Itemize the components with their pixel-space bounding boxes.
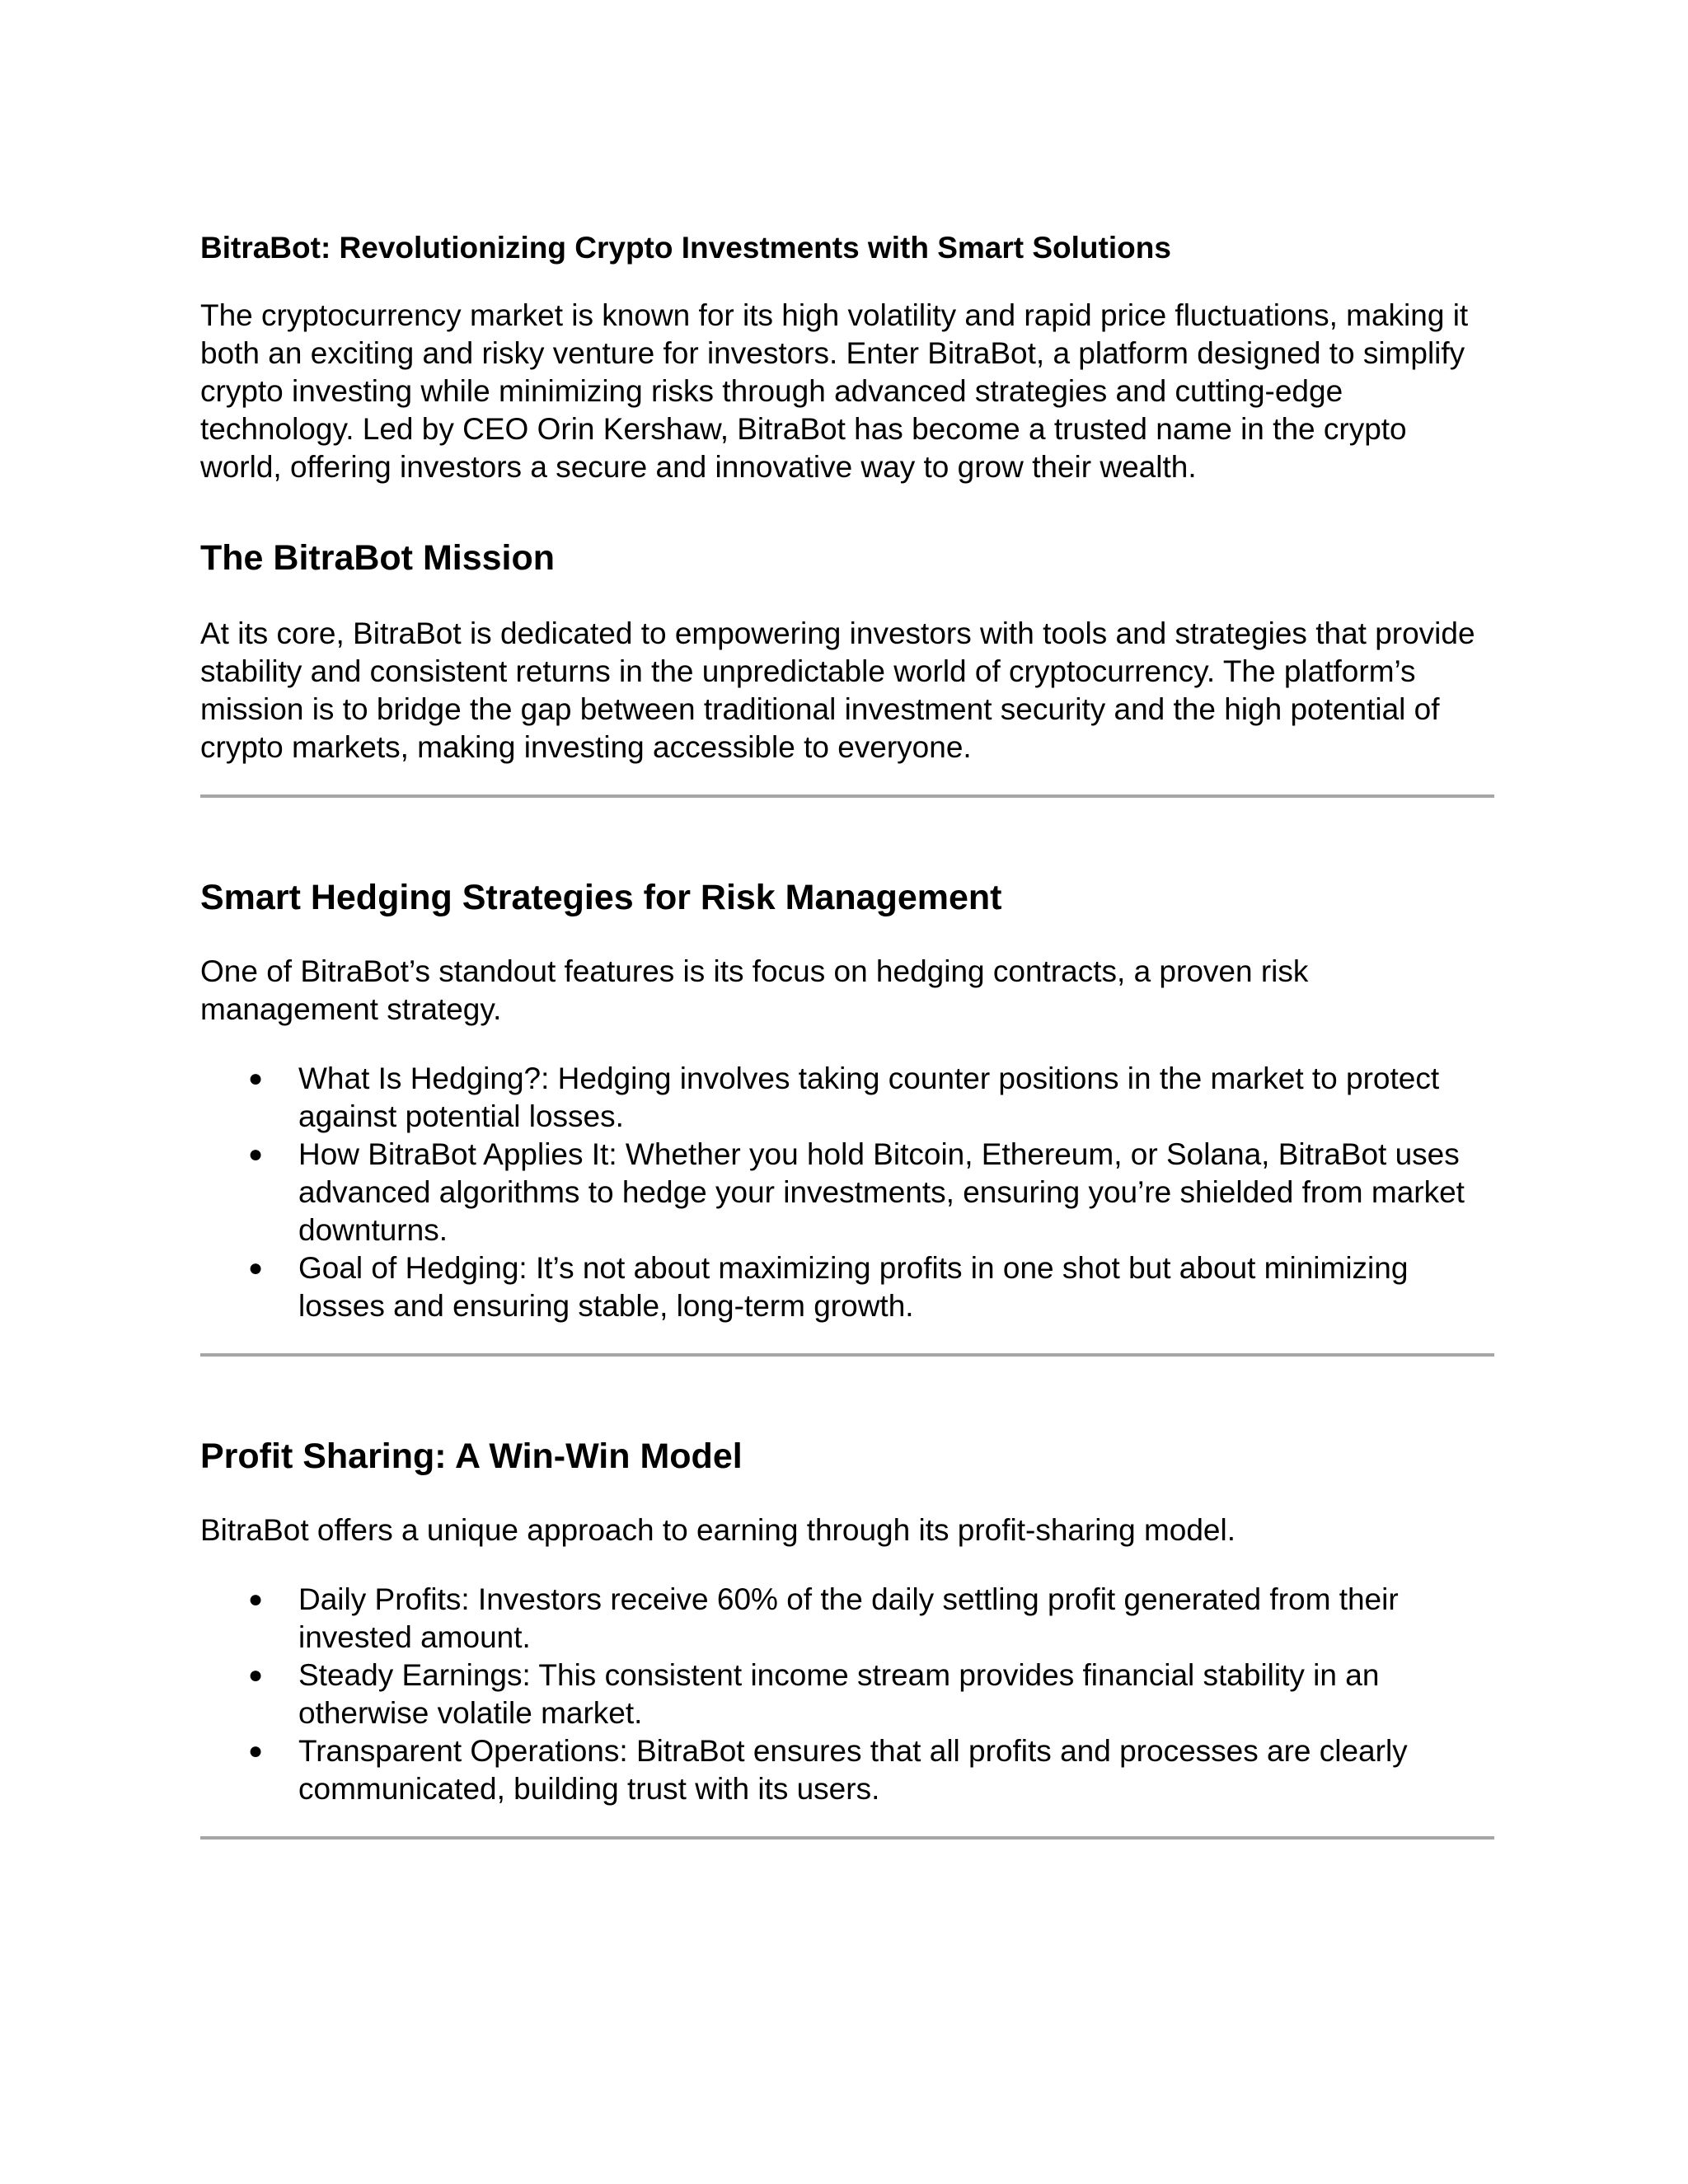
document-title: BitraBot: Revolutionizing Crypto Investments with Smart Solutions (200, 231, 1171, 265)
list-item (248, 1136, 1494, 1249)
list-item-text: Goal of Hedging: It’s not about maximizing profits in one shot but about minimizing losses and ensuring stable, long-term growth. (298, 1251, 1409, 1323)
profit-sharing-heading: Profit Sharing: A Win-Win Model (200, 1436, 743, 1476)
profit-sharing-intro: BitraBot offers a unique approach to earning through its profit-sharing model. (200, 1513, 1236, 1547)
section-divider (200, 1836, 1494, 1840)
hedging-list (200, 1060, 1494, 1325)
bullet-icon: ● (248, 1586, 264, 1613)
bullet-icon: ● (248, 1141, 264, 1168)
list-item-text: How BitraBot Applies It: Whether you hold Bitcoin, Ethereum, or Solana, BitraBot uses advanced algorithms to hedge your investments, ensuring you’re shielded from market downturns. (298, 1137, 1465, 1247)
intro-paragraph: The cryptocurrency market is known for its high volatility and rapid price fluctuations, making it both an exciting and risky venture for investors. Enter BitraBot, a platform designed to simplify crypto investing while minimizing risks through advanced strategies and cutting-edge technology. Led by CEO Orin Kershaw, BitraBot has become a trusted name in the crypto world, offering investors a secure and innovative way to grow their wealth. (200, 298, 1469, 484)
profit-sharing-list (200, 1581, 1494, 1808)
list-item-text: Daily Profits: Investors receive 60% of the daily settling profit generated from their invested amount. (298, 1582, 1399, 1654)
list-item-text: Steady Earnings: This consistent income stream provides financial stability in an otherwise volatile market. (298, 1658, 1380, 1730)
bullet-icon: ● (248, 1661, 264, 1689)
section-divider (200, 1353, 1494, 1357)
bullet-icon: ● (248, 1737, 264, 1765)
bullet-icon: ● (248, 1065, 264, 1092)
list-item (248, 1657, 1494, 1732)
list-item (248, 1581, 1494, 1657)
list-item-text: Transparent Operations: BitraBot ensures that all profits and processes are clearly communicated, building trust with its users. (298, 1734, 1408, 1806)
hedging-intro: One of BitraBot’s standout features is its focus on hedging contracts, a proven risk management strategy. (200, 954, 1309, 1026)
list-item (248, 1060, 1494, 1136)
mission-heading: The BitraBot Mission (200, 538, 556, 578)
list-item (248, 1732, 1494, 1808)
bullet-icon: ● (248, 1254, 264, 1282)
list-item (248, 1249, 1494, 1325)
hedging-heading: Smart Hedging Strategies for Risk Management (200, 878, 1002, 917)
list-item-text: What Is Hedging?: Hedging involves taking counter positions in the market to protect against potential losses. (298, 1062, 1440, 1133)
mission-paragraph: At its core, BitraBot is dedicated to empowering investors with tools and strategies that provide stability and consistent returns in the unpredictable world of cryptocurrency. The platform’s mission is to bridge the gap between traditional investment security and the high potential of crypto markets, making investing accessible to everyone. (200, 616, 1475, 764)
section-divider (200, 794, 1494, 798)
